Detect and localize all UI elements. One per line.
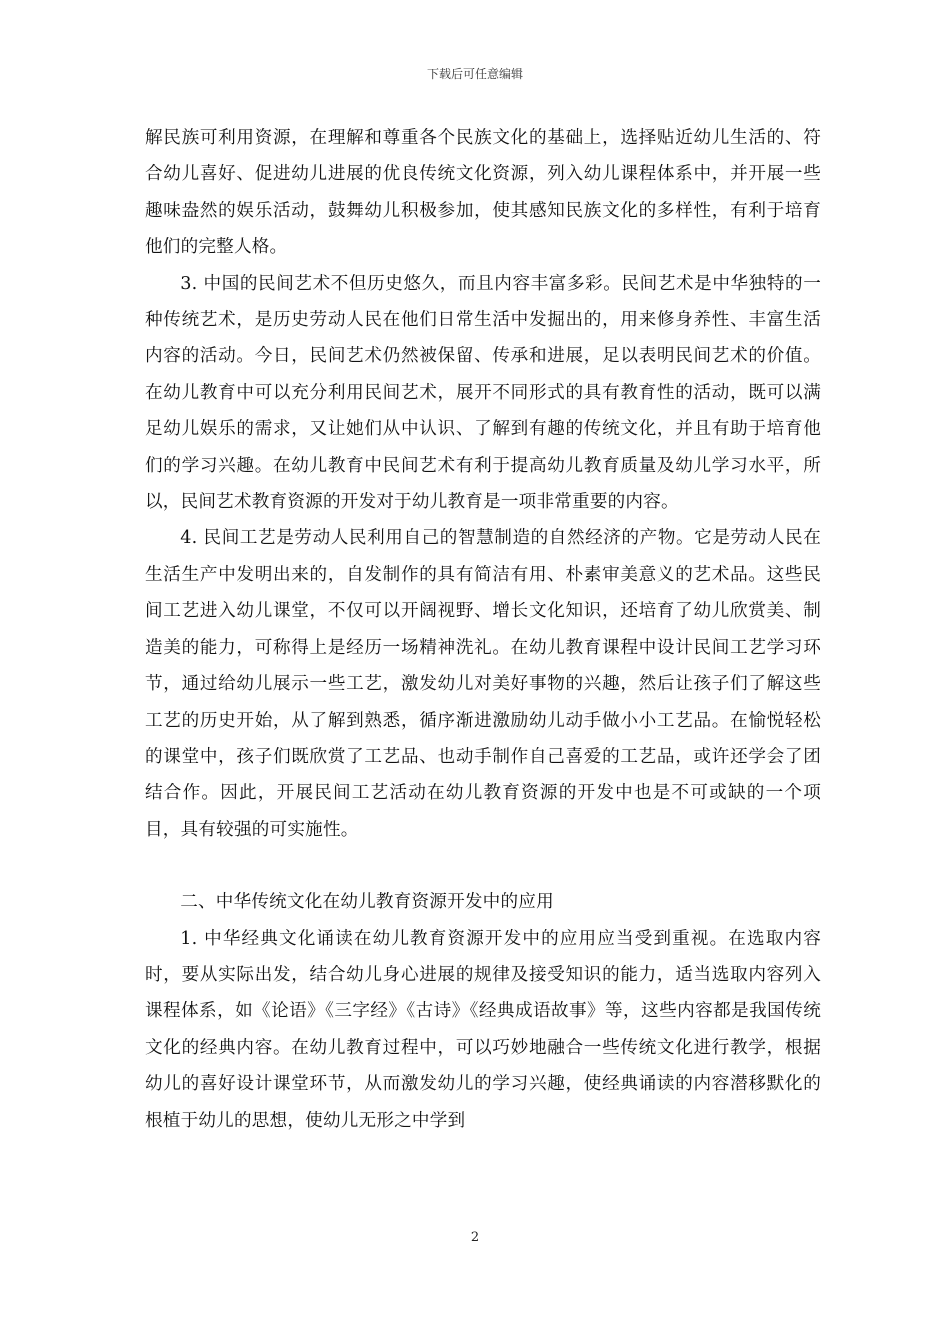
- page-header: 下载后可任意编辑: [426, 67, 523, 81]
- paragraph-classic-reading: 1. 中华经典文化诵读在幼儿教育资源开发中的应用应当受到重视。在选取内容时，要从实际出发，结合幼儿身心进展的规律及接受知识的能力，适当选取内容列入课程体系，如《论语》《三字经》《古诗》《经典成语故事》等，这些内容都是我国传统文化的经典内容。在幼儿教育过程中，可以巧妙地融合一些传统文化进行教学，根据幼儿的喜好设计课堂环节，从而激发幼儿的学习兴趣，使经典诵读的内容潜移默化的根植于幼儿的思想，使幼儿无形之中学到: [145, 928, 821, 1131]
- page-number: 2: [470, 1230, 480, 1245]
- section-heading: 二、中华传统文化在幼儿教育资源开发中的应用: [180, 892, 554, 913]
- document-body: [145, 120, 821, 1139]
- paragraph-continued: 解民族可利用资源，在理解和尊重各个民族文化的基础上，选择贴近幼儿生活的、符合幼儿喜好、促进幼儿进展的优良传统文化资源，列入幼儿课程体系中，并开展一些趣味盎然的娱乐活动，鼓舞幼儿积极参加，使其感知民族文化的多样性，有利于培育他们的完整人格。: [145, 128, 821, 258]
- paragraph-folk-craft: 4. 民间工艺是劳动人民利用自己的智慧制造的自然经济的产物。它是劳动人民在生活生产中发明出来的，自发制作的具有简洁有用、朴素审美意义的艺术品。这些民间工艺进入幼儿课堂，不仅可以开阔视野、增长文化知识，还培育了幼儿欣赏美、制造美的能力，可称得上是经历一场精神洗礼。在幼儿教育课程中设计民间工艺学习环节，通过给幼儿展示一些工艺，激发幼儿对美好事物的兴趣，然后让孩子们了解这些工艺的历史开始，从了解到熟悉，循序渐进激励幼儿动手做小小工艺品。在愉悦轻松的课堂中，孩子们既欣赏了工艺品、也动手制作自己喜爱的工艺品，或许还学会了团结合作。因此，开展民间工艺活动在幼儿教育资源的开发中也是不可或缺的一个项目，具有较强的可实施性。: [145, 528, 821, 840]
- paragraph-folk-art: 3. 中国的民间艺术不但历史悠久，而且内容丰富多彩。民间艺术是中华独特的一种传统艺术，是历史劳动人民在他们日常生活中发掘出的，用来修身养性、丰富生活内容的活动。今日，民间艺术仍然被保留、传承和进展，足以表明民间艺术的价值。在幼儿教育中可以充分利用民间艺术，展开不同形式的具有教育性的活动，既可以满足幼儿娱乐的需求，又让她们从中认识、了解到有趣的传统文化，并且有助于培育他们的学习兴趣。在幼儿教育中民间艺术有利于提高幼儿教育质量及幼儿学习水平，所以，民间艺术教育资源的开发对于幼儿教育是一项非常重要的内容。: [145, 273, 821, 513]
